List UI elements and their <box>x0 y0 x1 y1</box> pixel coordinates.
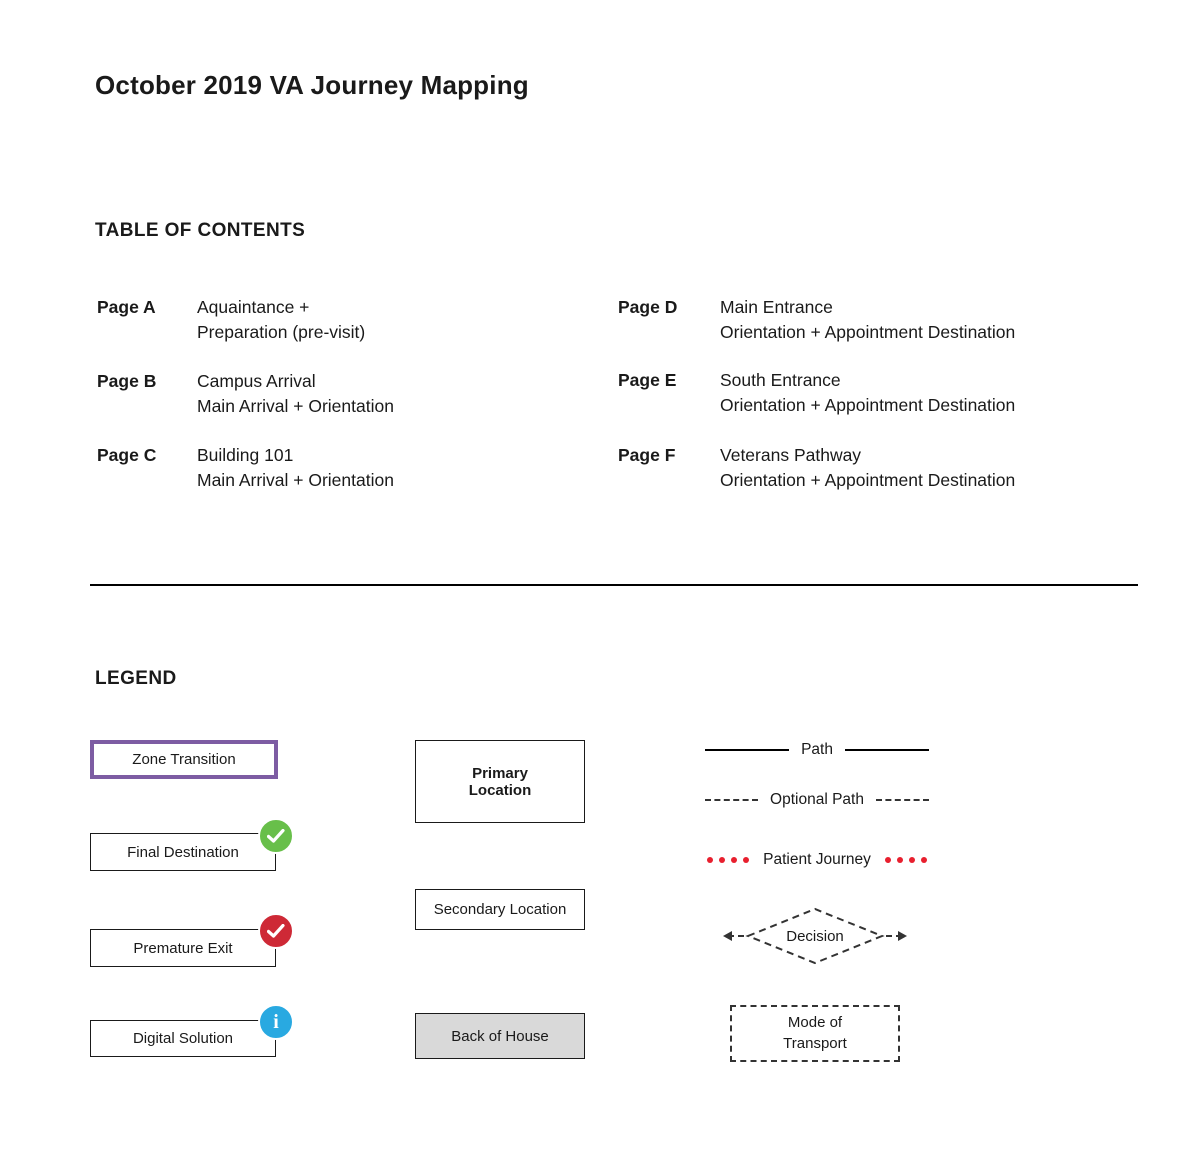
journey-dots <box>705 857 751 863</box>
toc-entry-title: Main Entrance <box>720 297 833 317</box>
premature-exit-label: Premature Exit <box>133 939 233 957</box>
toc-entry <box>97 295 517 345</box>
back-of-house-label: Back of House <box>451 1027 549 1045</box>
toc-entry-text <box>197 369 394 419</box>
primary-location-label: Primary Location <box>468 764 532 799</box>
toc-entry-text <box>720 443 1015 493</box>
optional-path-label: Optional Path <box>770 791 864 808</box>
solid-line <box>705 749 789 751</box>
final-destination-box <box>90 833 276 871</box>
toc-entry <box>97 443 517 493</box>
toc-entry <box>618 368 1138 418</box>
toc-page-label: Page D <box>618 297 678 317</box>
digital-solution-label: Digital Solution <box>132 1030 234 1047</box>
toc-page-label: Page F <box>618 445 676 465</box>
toc-entry-subtitle: Orientation + Appointment Destination <box>720 395 1016 415</box>
toc-entry-text <box>720 295 1015 345</box>
toc-entry <box>618 443 1138 493</box>
toc-page-label: Page C <box>97 445 157 465</box>
digital-solution-box <box>90 1020 276 1057</box>
path-legend <box>705 740 929 760</box>
mode-of-transport-box <box>730 1005 900 1062</box>
patient-journey-legend <box>705 850 929 870</box>
final-destination-label: Final Destination <box>127 843 239 861</box>
back-of-house-box <box>415 1013 585 1059</box>
toc-entry-subtitle: Preparation (pre-visit) <box>197 322 366 342</box>
premature-exit-box <box>90 929 276 967</box>
journey-dots <box>883 857 929 863</box>
toc-entry-subtitle: Orientation + Appointment Destination <box>720 322 1016 342</box>
path-label: Path <box>801 741 833 758</box>
page-title: October 2019 VA Journey Mapping <box>95 70 529 100</box>
info-icon: i <box>258 1004 294 1040</box>
toc-page-label: Page A <box>97 297 156 317</box>
dashed-line <box>705 799 758 801</box>
toc-entry-title: Building 101 <box>197 445 294 465</box>
secondary-location-label: Secondary Location <box>433 901 567 918</box>
section-divider <box>90 584 1138 586</box>
toc-entry-text <box>720 368 1015 418</box>
check-icon <box>258 913 294 949</box>
toc-entry-text <box>197 443 394 493</box>
toc-entry-title: Aquaintance + <box>197 297 310 317</box>
zone-transition-label: Zone Transition <box>132 751 236 768</box>
solid-line <box>845 749 929 751</box>
toc-page-label: Page E <box>618 370 677 390</box>
toc-entry <box>618 295 1138 345</box>
toc-entry-title: South Entrance <box>720 370 841 390</box>
toc-entry-subtitle: Main Arrival + Orientation <box>197 396 394 416</box>
secondary-location-box <box>415 889 585 930</box>
toc-entry-text <box>197 295 365 345</box>
toc-page-label: Page B <box>97 371 157 391</box>
primary-location-box <box>415 740 585 823</box>
toc-entry-title: Veterans Pathway <box>720 445 862 465</box>
dashed-line <box>876 799 929 801</box>
optional-path-legend <box>705 790 929 810</box>
legend-heading: LEGEND <box>95 668 177 689</box>
toc-entry-subtitle: Main Arrival + Orientation <box>197 470 394 490</box>
toc-entry-subtitle: Orientation + Appointment Destination <box>720 470 1016 490</box>
toc-entry-title: Campus Arrival <box>197 371 316 391</box>
decision-diamond <box>720 900 910 972</box>
toc-entry <box>97 369 517 419</box>
patient-journey-label: Patient Journey <box>763 851 871 868</box>
check-icon <box>258 818 294 854</box>
zone-transition-box <box>90 740 278 779</box>
decision-label: Decision <box>786 928 844 945</box>
toc-heading: TABLE OF CONTENTS <box>95 220 306 241</box>
mode-of-transport-label: Mode of Transport <box>783 1014 847 1052</box>
